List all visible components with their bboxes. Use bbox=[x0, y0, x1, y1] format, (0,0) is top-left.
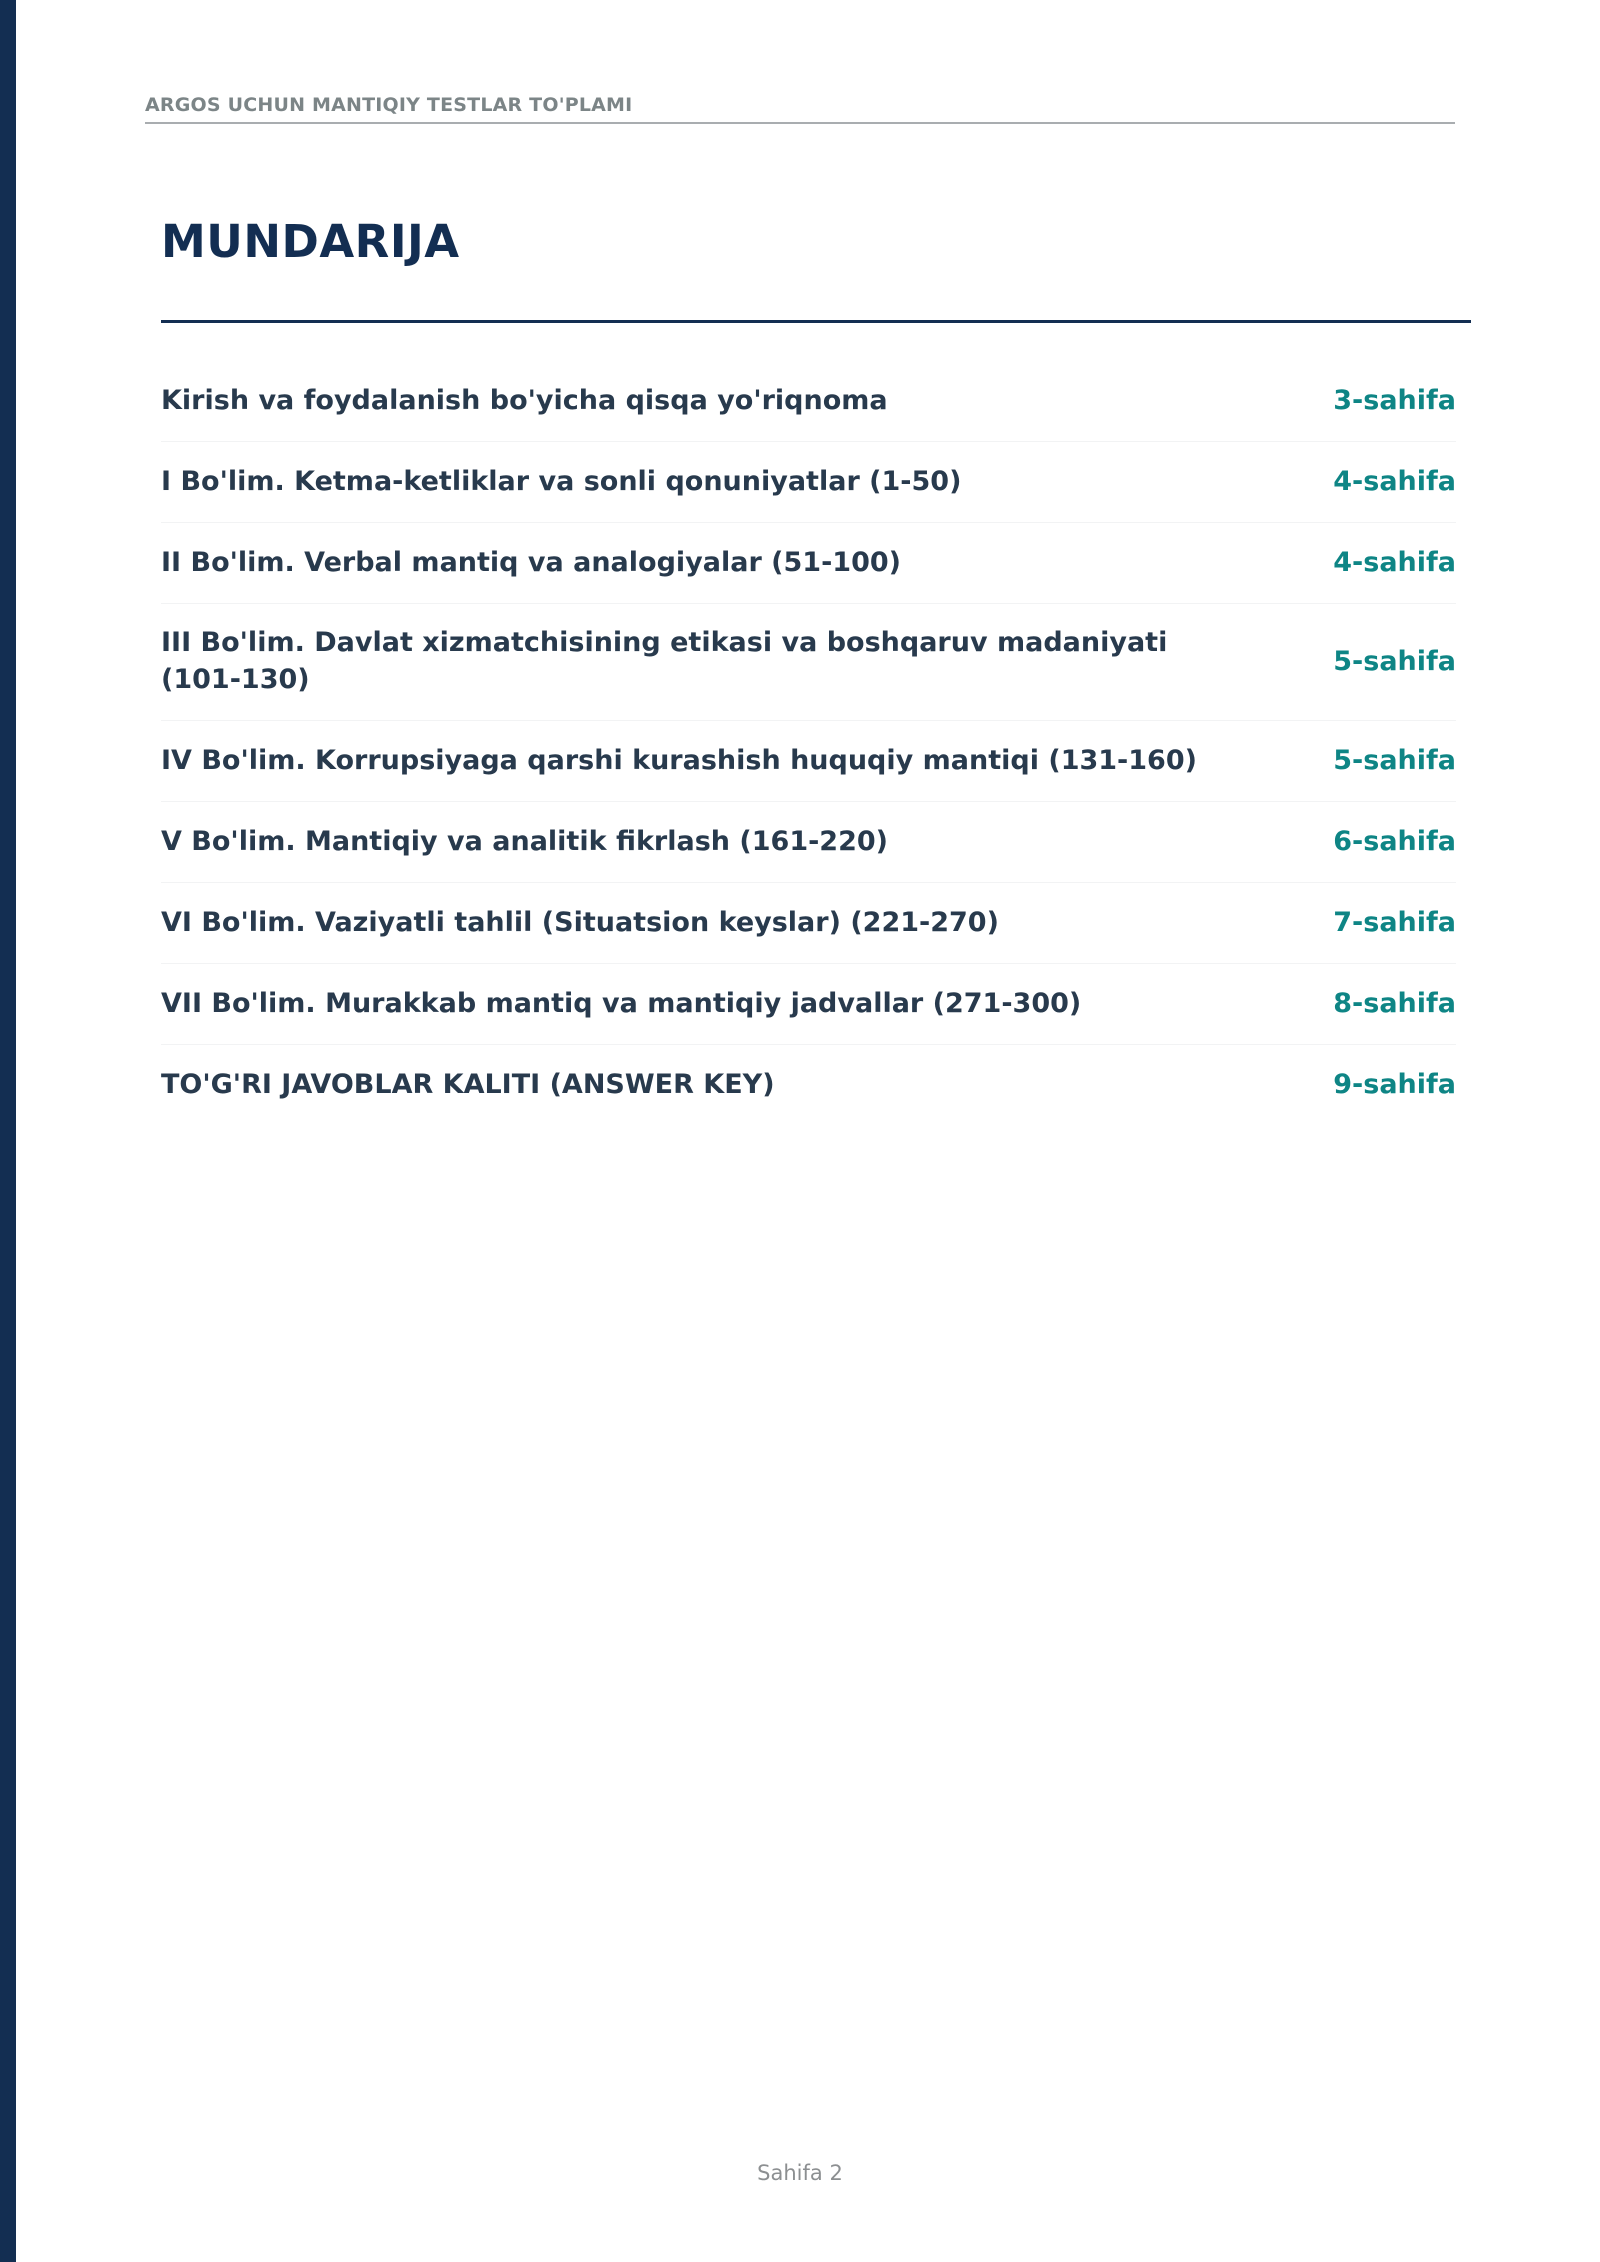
toc-entry[interactable] bbox=[161, 1045, 1456, 1126]
toc-entry-page: 4-sahifa bbox=[1333, 465, 1456, 497]
table-of-contents bbox=[161, 361, 1456, 1126]
running-header bbox=[145, 95, 1455, 124]
page-footer bbox=[0, 2160, 1600, 2186]
toc-entry[interactable] bbox=[161, 964, 1456, 1045]
toc-entry-page: 9-sahifa bbox=[1333, 1069, 1456, 1100]
toc-entry-page: 5-sahifa bbox=[1333, 744, 1456, 776]
toc-entry-label: VII Bo'lim. Murakkab mantiq va mantiqiy jadvallar (271-300) bbox=[161, 987, 1082, 1019]
toc-entry-label: IV Bo'lim. Korrupsiyaga qarshi kurashish huquqiy mantiqi (131-160) bbox=[161, 744, 1197, 776]
toc-entry-page: 5-sahifa bbox=[1333, 645, 1456, 677]
toc-entry[interactable] bbox=[161, 523, 1456, 604]
toc-entry-label: VI Bo'lim. Vaziyatli tahlil (Situatsion keyslar) (221-270) bbox=[161, 906, 999, 938]
running-header-title: ARGOS UCHUN MANTIQIY TESTLAR TO'PLAMI bbox=[145, 94, 633, 116]
toc-entry[interactable] bbox=[161, 802, 1456, 883]
toc-entry-label: II Bo'lim. Verbal mantiq va analogiyalar (51-100) bbox=[161, 546, 901, 578]
toc-entry-page: 8-sahifa bbox=[1333, 987, 1456, 1019]
toc-entry[interactable] bbox=[161, 361, 1456, 442]
toc-entry-label: I Bo'lim. Ketma-ketliklar va sonli qonuniyatlar (1-50) bbox=[161, 465, 962, 497]
toc-entry[interactable] bbox=[161, 604, 1456, 721]
toc-entry[interactable] bbox=[161, 721, 1456, 802]
page-number-label: Sahifa 2 bbox=[757, 2161, 843, 2185]
toc-entry-page: 4-sahifa bbox=[1333, 546, 1456, 578]
toc-entry-label: TO'G'RI JAVOBLAR KALITI (ANSWER KEY) bbox=[161, 1069, 775, 1100]
toc-entry-page: 7-sahifa bbox=[1333, 906, 1456, 938]
toc-entry[interactable] bbox=[161, 442, 1456, 523]
toc-entry[interactable] bbox=[161, 883, 1456, 964]
toc-entry-label: Kirish va foydalanish bo'yicha qisqa yo'riqnoma bbox=[161, 384, 888, 416]
page-title: MUNDARIJA bbox=[161, 215, 460, 268]
left-accent-bar bbox=[0, 0, 16, 2262]
toc-entry-page: 6-sahifa bbox=[1333, 825, 1456, 857]
toc-entry-page: 3-sahifa bbox=[1333, 384, 1456, 416]
toc-entry-label: V Bo'lim. Mantiqiy va analitik fikrlash (161-220) bbox=[161, 825, 889, 857]
title-divider bbox=[161, 320, 1471, 323]
toc-entry-label: III Bo'lim. Davlat xizmatchisining etikasi va boshqaruv madaniyati (101-130) bbox=[161, 627, 1168, 695]
